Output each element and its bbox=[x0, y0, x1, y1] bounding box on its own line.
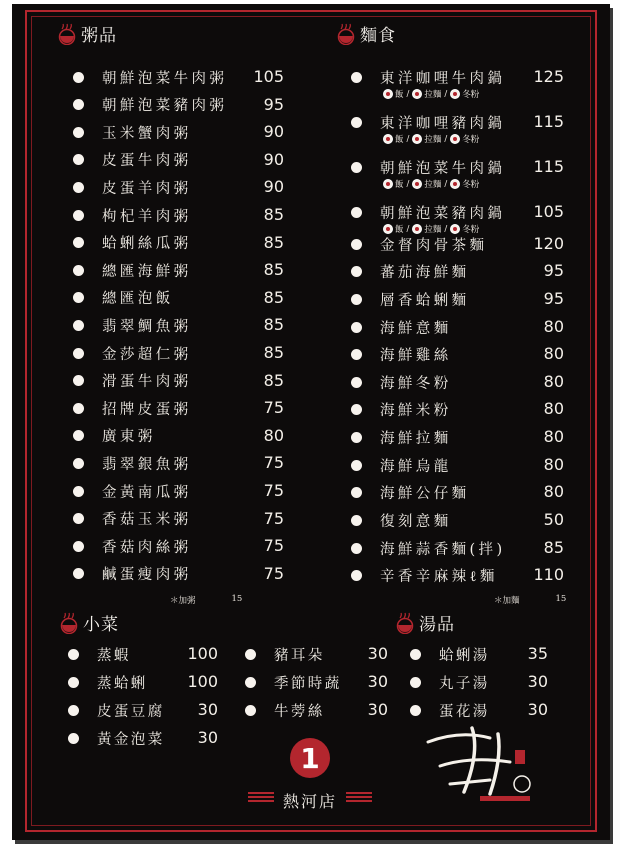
dot-icon bbox=[73, 292, 84, 303]
noodle-option-label: 拉麵 bbox=[424, 90, 442, 100]
dot-icon bbox=[351, 349, 362, 360]
option-dot-icon bbox=[450, 89, 460, 99]
dot-icon bbox=[351, 377, 362, 388]
soup-item-name: 丸子湯 bbox=[439, 675, 490, 692]
soup-item-price: 30 bbox=[527, 700, 548, 719]
side-item-price: 30 bbox=[197, 728, 218, 747]
noodle-item-price: 80 bbox=[543, 455, 564, 474]
noodle-item-name: 層香蛤蜊麵 bbox=[380, 292, 470, 309]
section-header-soups bbox=[394, 610, 455, 635]
dot-icon bbox=[351, 117, 362, 128]
noodle-item-name: 金督肉骨茶麵 bbox=[380, 237, 488, 254]
porridge-extra-note bbox=[170, 594, 242, 606]
porridge-extra-price: 15 bbox=[231, 594, 243, 604]
option-separator: / bbox=[406, 134, 410, 144]
noodle-base-options bbox=[383, 133, 482, 145]
porridge-extra-label: ＊加粥 bbox=[170, 596, 196, 606]
brand-logo bbox=[420, 722, 540, 802]
porridge-item-name: 廣東粥 bbox=[102, 429, 156, 446]
porridge-item-name: 金黃南瓜粥 bbox=[102, 484, 192, 501]
menu-board bbox=[12, 4, 610, 840]
noodle-option-label: 飯 bbox=[395, 90, 404, 100]
dot-icon bbox=[410, 705, 421, 716]
porridge-item-name: 翡翠銀魚粥 bbox=[102, 456, 192, 473]
noodle-item-row bbox=[351, 480, 470, 504]
dot-icon bbox=[351, 207, 362, 218]
porridge-item-price: 90 bbox=[263, 149, 284, 169]
noodle-item-name: 東洋咖哩豬肉鍋 bbox=[380, 115, 506, 132]
porridge-item-price: 85 bbox=[263, 287, 284, 307]
dot-icon bbox=[68, 733, 79, 744]
option-separator: / bbox=[444, 134, 448, 144]
porridge-item-row bbox=[73, 231, 192, 255]
noodle-item-name: 海鮮拉麵 bbox=[380, 430, 452, 447]
noodle-item-price: 80 bbox=[543, 427, 564, 446]
side-item-row bbox=[68, 726, 165, 750]
porridge-item-price: 75 bbox=[263, 398, 284, 418]
dot-icon bbox=[73, 513, 84, 524]
noodle-item-name: 海鮮米粉 bbox=[380, 402, 452, 419]
noodle-item-row bbox=[351, 425, 452, 449]
porridge-item-name: 翡翠鯛魚粥 bbox=[102, 318, 192, 335]
side-item-name: 牛蒡絲 bbox=[274, 703, 325, 720]
dot-icon bbox=[73, 403, 84, 414]
porridge-item-name: 枸杞羊肉粥 bbox=[102, 208, 192, 225]
porridge-item-price: 85 bbox=[263, 315, 284, 335]
soup-item-row bbox=[410, 670, 490, 694]
dot-icon bbox=[73, 72, 84, 83]
noodle-item-row bbox=[351, 536, 506, 560]
porridge-item-price: 75 bbox=[263, 563, 284, 583]
porridge-item-name: 蛤蜊絲瓜粥 bbox=[102, 236, 192, 253]
noodle-item-row bbox=[351, 65, 505, 89]
noodle-item-price: 80 bbox=[543, 344, 564, 363]
option-dot-icon bbox=[412, 89, 422, 99]
noodle-item-name: 蕃茄海鮮麵 bbox=[380, 264, 470, 281]
porridge-item-name: 總匯海鮮粥 bbox=[102, 263, 192, 280]
noodle-item-name: 海鮮烏龍 bbox=[380, 458, 452, 475]
porridge-item-price: 75 bbox=[263, 536, 284, 556]
porridge-item-row bbox=[73, 451, 192, 475]
porridge-item-name: 鹹蛋瘦肉粥 bbox=[102, 567, 192, 584]
dot-icon bbox=[410, 677, 421, 688]
side-item-row bbox=[68, 642, 131, 666]
side-item-name: 蒸蝦 bbox=[97, 647, 131, 664]
option-dot-icon bbox=[412, 179, 422, 189]
noodle-item-row bbox=[351, 287, 470, 311]
dot-icon bbox=[351, 266, 362, 277]
porridge-item-row bbox=[73, 286, 174, 310]
porridge-item-row bbox=[73, 313, 192, 337]
side-item-price: 30 bbox=[367, 700, 388, 719]
noodle-item-name: 海鮮意麵 bbox=[380, 320, 452, 337]
porridge-item-row bbox=[73, 93, 227, 117]
porridge-item-row bbox=[73, 424, 156, 448]
porridge-item-price: 85 bbox=[263, 232, 284, 252]
porridge-item-name: 朝鮮泡菜豬肉粥 bbox=[102, 98, 228, 115]
porridge-item-row bbox=[73, 507, 192, 531]
noodle-extra-note bbox=[494, 594, 566, 606]
noodle-item-row bbox=[351, 155, 505, 179]
dot-icon bbox=[351, 322, 362, 333]
porridge-item-price: 75 bbox=[263, 508, 284, 528]
dot-icon bbox=[68, 649, 79, 660]
porridge-item-price: 90 bbox=[263, 122, 284, 142]
noodle-item-price: 80 bbox=[543, 317, 564, 336]
porridge-item-name: 總匯泡飯 bbox=[102, 291, 174, 308]
noodle-base-options bbox=[383, 88, 482, 100]
noodle-item-row bbox=[351, 342, 452, 366]
noodle-item-row bbox=[351, 259, 470, 283]
porridge-item-row bbox=[73, 203, 192, 227]
side-item-price: 100 bbox=[187, 672, 218, 691]
noodle-item-name: 東洋咖哩牛肉鍋 bbox=[380, 70, 506, 87]
dot-icon bbox=[73, 237, 84, 248]
noodle-option-label: 飯 bbox=[395, 135, 404, 145]
dot-icon bbox=[73, 99, 84, 110]
porridge-item-row bbox=[73, 396, 192, 420]
dot-icon bbox=[73, 568, 84, 579]
dot-icon bbox=[73, 154, 84, 165]
noodle-item-name: 復刻意麵 bbox=[380, 513, 452, 530]
dot-icon bbox=[73, 541, 84, 552]
soup-item-price: 30 bbox=[527, 672, 548, 691]
porridge-item-price: 80 bbox=[263, 425, 284, 445]
dot-icon bbox=[351, 162, 362, 173]
noodle-option-label: 冬粉 bbox=[462, 135, 480, 145]
noodle-item-price: 50 bbox=[543, 510, 564, 529]
noodle-item-price: 115 bbox=[533, 157, 564, 176]
side-item-name: 皮蛋豆腐 bbox=[97, 703, 165, 720]
dot-icon bbox=[351, 294, 362, 305]
porridge-item-name: 玉米蟹肉粥 bbox=[102, 125, 192, 142]
option-dot-icon bbox=[450, 134, 460, 144]
noodle-item-row bbox=[351, 232, 487, 256]
noodle-option-label: 冬粉 bbox=[462, 180, 480, 190]
option-separator: / bbox=[406, 224, 410, 234]
dot-icon bbox=[73, 430, 84, 441]
side-item-price: 30 bbox=[367, 644, 388, 663]
noodle-item-name: 海鮮冬粉 bbox=[380, 375, 452, 392]
soup-item-row bbox=[410, 698, 490, 722]
dot-icon bbox=[351, 570, 362, 581]
bowl-icon bbox=[335, 23, 357, 45]
porridge-item-price: 85 bbox=[263, 370, 284, 390]
noodle-extra-label: ＊加麵 bbox=[494, 596, 520, 606]
porridge-item-name: 香菇玉米粥 bbox=[102, 512, 192, 529]
option-dot-icon bbox=[383, 179, 393, 189]
porridge-item-row bbox=[73, 258, 192, 282]
noodle-item-row bbox=[351, 508, 452, 532]
side-item-row bbox=[245, 642, 325, 666]
dot-icon bbox=[73, 458, 84, 469]
porridge-item-name: 招牌皮蛋粥 bbox=[102, 401, 192, 418]
noodle-option-label: 飯 bbox=[395, 180, 404, 190]
side-item-row bbox=[245, 698, 325, 722]
porridge-item-row bbox=[73, 148, 192, 172]
noodle-option bbox=[383, 178, 404, 190]
section-title-soups: 湯品 bbox=[419, 615, 455, 635]
porridge-item-price: 85 bbox=[263, 205, 284, 224]
dot-icon bbox=[73, 265, 84, 276]
bowl-icon bbox=[394, 612, 416, 634]
dot-icon bbox=[351, 239, 362, 250]
soup-item-name: 蛤蜊湯 bbox=[439, 647, 490, 664]
option-dot-icon bbox=[450, 179, 460, 189]
option-dot-icon bbox=[412, 134, 422, 144]
side-item-row bbox=[68, 698, 165, 722]
noodle-option-label: 拉麵 bbox=[424, 225, 442, 235]
noodle-item-row bbox=[351, 370, 452, 394]
noodle-item-price: 125 bbox=[533, 67, 564, 86]
dot-icon bbox=[73, 127, 84, 138]
side-item-price: 30 bbox=[367, 672, 388, 691]
noodle-option-label: 飯 bbox=[395, 225, 404, 235]
dot-icon bbox=[351, 460, 362, 471]
porridge-item-name: 皮蛋牛肉粥 bbox=[102, 153, 192, 170]
side-item-row bbox=[68, 670, 148, 694]
porridge-item-row bbox=[73, 369, 192, 393]
option-dot-icon bbox=[383, 134, 393, 144]
noodle-item-row bbox=[351, 315, 452, 339]
porridge-item-price: 95 bbox=[263, 94, 284, 114]
noodle-option-label: 冬粉 bbox=[462, 90, 480, 100]
side-item-name: 蒸蛤蜊 bbox=[97, 675, 148, 692]
porridge-item-price: 90 bbox=[263, 177, 284, 197]
section-title-noodles: 麵食 bbox=[360, 26, 396, 46]
soup-item-row bbox=[410, 642, 490, 666]
bowl-icon bbox=[56, 23, 78, 45]
porridge-item-name: 金莎超仁粥 bbox=[102, 346, 192, 363]
porridge-item-name: 香菇肉絲粥 bbox=[102, 539, 192, 556]
noodle-item-price: 95 bbox=[543, 261, 564, 280]
dot-icon bbox=[351, 72, 362, 83]
dot-icon bbox=[73, 375, 84, 386]
side-item-name: 黃金泡菜 bbox=[97, 731, 165, 748]
store-name-stripes-right bbox=[346, 792, 372, 804]
dot-icon bbox=[351, 515, 362, 526]
noodle-item-name: 朝鮮泡菜豬肉鍋 bbox=[380, 205, 506, 222]
porridge-item-row bbox=[73, 175, 192, 199]
porridge-item-row bbox=[73, 479, 192, 503]
noodle-option-label: 拉麵 bbox=[424, 180, 442, 190]
section-header-porridge bbox=[56, 21, 117, 46]
dot-icon bbox=[73, 210, 84, 221]
porridge-item-row bbox=[73, 534, 192, 558]
noodle-option-label: 冬粉 bbox=[462, 225, 480, 235]
dot-icon bbox=[410, 649, 421, 660]
section-header-noodles bbox=[335, 21, 396, 46]
noodle-item-price: 80 bbox=[543, 372, 564, 391]
porridge-item-price: 85 bbox=[263, 343, 284, 362]
dot-icon bbox=[245, 649, 256, 660]
side-item-price: 30 bbox=[197, 700, 218, 719]
store-name: 熱河店 bbox=[282, 792, 337, 811]
noodle-item-name: 海鮮雞絲 bbox=[380, 347, 452, 364]
porridge-item-row bbox=[73, 65, 227, 89]
noodle-item-row bbox=[351, 563, 498, 587]
section-header-sides bbox=[58, 610, 119, 635]
dot-icon bbox=[73, 486, 84, 497]
dot-icon bbox=[68, 705, 79, 716]
noodle-item-price: 85 bbox=[543, 538, 564, 557]
section-title-sides: 小菜 bbox=[83, 615, 119, 635]
side-item-name: 季節時蔬 bbox=[274, 675, 342, 692]
noodle-option bbox=[412, 133, 441, 145]
noodle-item-price: 80 bbox=[543, 399, 564, 418]
porridge-item-row bbox=[73, 120, 192, 144]
porridge-item-name: 朝鮮泡菜牛肉粥 bbox=[102, 70, 228, 87]
noodle-item-name: 朝鮮泡菜牛肉鍋 bbox=[380, 160, 506, 177]
dot-icon bbox=[351, 432, 362, 443]
option-separator: / bbox=[406, 179, 410, 189]
noodle-item-price: 105 bbox=[533, 202, 564, 221]
brush-logo-art bbox=[420, 722, 540, 802]
noodle-option bbox=[450, 133, 479, 145]
porridge-item-price: 75 bbox=[263, 481, 284, 500]
store-number-badge: 1 bbox=[290, 738, 330, 778]
option-separator: / bbox=[444, 89, 448, 99]
option-dot-icon bbox=[383, 89, 393, 99]
noodle-item-name: 海鮮蒜香麵(拌) bbox=[380, 541, 506, 558]
noodle-item-price: 120 bbox=[533, 234, 564, 253]
option-separator: / bbox=[444, 179, 448, 189]
porridge-item-price: 85 bbox=[263, 260, 284, 280]
side-item-row bbox=[245, 670, 342, 694]
noodle-item-price: 80 bbox=[543, 482, 564, 501]
bowl-icon bbox=[58, 612, 80, 634]
noodle-option bbox=[412, 88, 441, 100]
option-separator: / bbox=[406, 89, 410, 99]
dot-icon bbox=[73, 348, 84, 359]
dot-icon bbox=[245, 705, 256, 716]
noodle-item-row bbox=[351, 200, 505, 224]
porridge-item-price: 105 bbox=[253, 67, 284, 86]
noodle-base-options bbox=[383, 178, 482, 190]
section-title-porridge: 粥品 bbox=[81, 26, 117, 46]
soup-item-name: 蛋花湯 bbox=[439, 703, 490, 720]
noodle-item-price: 115 bbox=[533, 112, 564, 131]
noodle-item-row bbox=[351, 397, 452, 421]
noodle-option bbox=[383, 88, 404, 100]
noodle-item-price: 110 bbox=[533, 565, 564, 584]
option-separator: / bbox=[444, 224, 448, 234]
dot-icon bbox=[351, 487, 362, 498]
dot-icon bbox=[245, 677, 256, 688]
noodle-item-row bbox=[351, 453, 452, 477]
porridge-item-name: 皮蛋羊肉粥 bbox=[102, 180, 192, 197]
noodle-option bbox=[450, 88, 479, 100]
noodle-item-row bbox=[351, 110, 505, 134]
side-item-name: 豬耳朵 bbox=[274, 647, 325, 664]
noodle-item-name: 辛香辛麻辣ℓ麵 bbox=[380, 568, 498, 585]
dot-icon bbox=[73, 182, 84, 193]
soup-item-price: 35 bbox=[527, 644, 548, 663]
dot-icon bbox=[351, 404, 362, 415]
noodle-option-label: 拉麵 bbox=[424, 135, 442, 145]
noodle-item-price: 95 bbox=[543, 289, 564, 308]
noodle-option bbox=[412, 178, 441, 190]
noodle-option bbox=[450, 178, 479, 190]
noodle-item-name: 海鮮公仔麵 bbox=[380, 485, 470, 502]
noodle-option bbox=[383, 133, 404, 145]
porridge-item-row bbox=[73, 562, 192, 586]
porridge-item-name: 滑蛋牛肉粥 bbox=[102, 374, 192, 391]
dot-icon bbox=[73, 320, 84, 331]
dot-icon bbox=[68, 677, 79, 688]
porridge-item-price: 75 bbox=[263, 453, 284, 473]
side-item-price: 100 bbox=[187, 644, 218, 663]
dot-icon bbox=[351, 543, 362, 554]
porridge-item-row bbox=[73, 341, 192, 365]
noodle-extra-price: 15 bbox=[555, 594, 567, 604]
